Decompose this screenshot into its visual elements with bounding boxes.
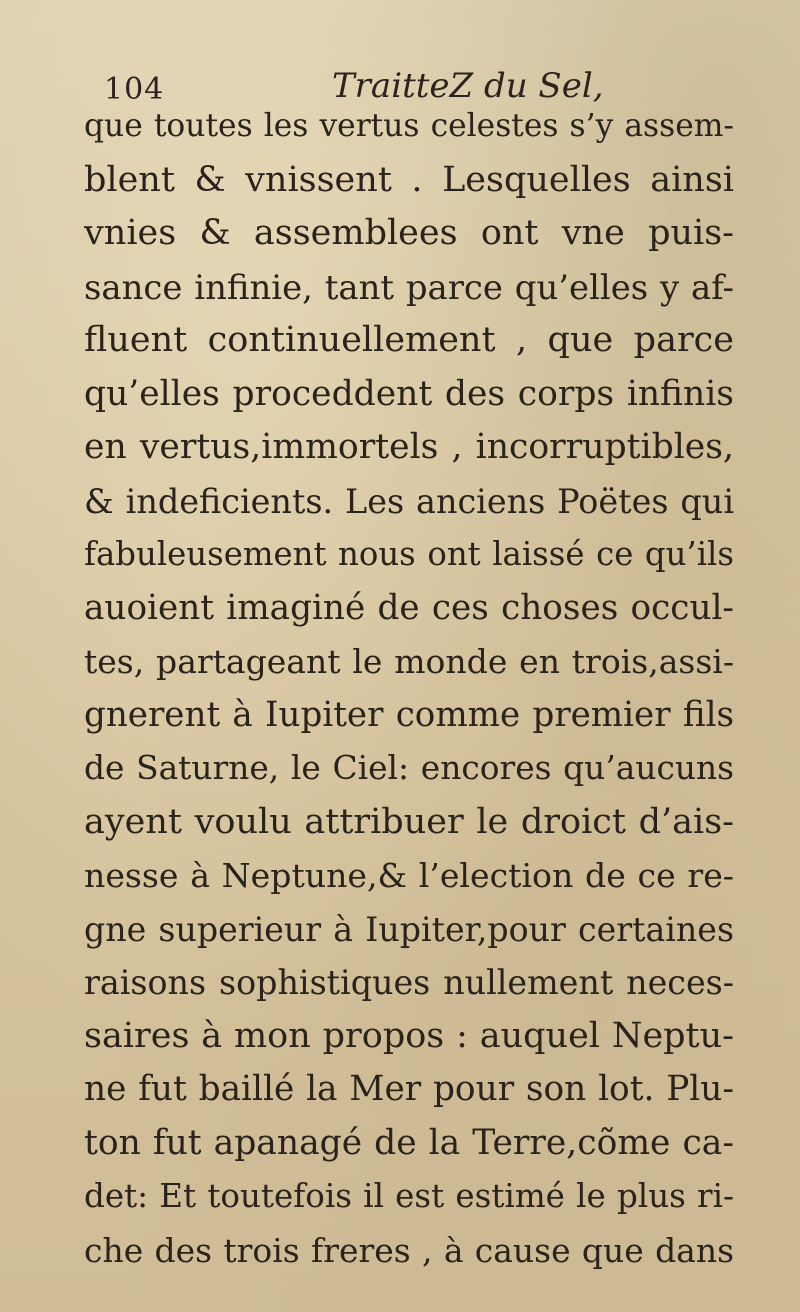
text-line: de Saturne, le Ciel: encores qu’aucuns [84, 749, 734, 787]
text-line: sance infinie, tant parce qu’elles y af- [84, 267, 734, 307]
text-line: gnerent à Iupiter comme premier fils [84, 694, 734, 735]
page-number: 104 [104, 72, 165, 107]
text-line: en vertus,immortels , incorruptibles, [84, 427, 734, 467]
text-line: tes, partageant le monde en trois,assi- [84, 642, 734, 681]
text-line: que toutes les vertus celestes s’y assem- [84, 108, 734, 144]
text-line: qu’elles proceddent des corps infinis [84, 373, 734, 414]
text-line: det: Et toutefois il est estimé le plus ri- [84, 1177, 734, 1215]
text-line: vnies & assemblees ont vne puis- [84, 213, 734, 253]
text-line: gne superieur à Iupiter,pour certaines [84, 909, 734, 949]
body-text [84, 100, 734, 1277]
text-line: che des trois freres , à cause que dans [84, 1230, 734, 1270]
text-line: nesse à Neptune,& l’election de ce re- [84, 856, 734, 895]
running-title: TraitteZ du Sel, [332, 66, 604, 106]
text-line: saires à mon propos : auquel Neptu- [84, 1015, 734, 1056]
text-line: & indeficients. Les anciens Poëtes qui [84, 481, 734, 521]
text-line: fabuleusement nous ont laissé ce qu’ils [84, 535, 734, 573]
text-line: ayent voulu attribuer le droict d’ais- [84, 801, 734, 842]
text-line: raisons sophistiques nullement neces- [84, 963, 734, 1002]
text-line: ton fut apanagé de la Terre,cõme ca- [84, 1122, 734, 1163]
text-line: blent & vnissent . Lesquelles ainsi [84, 159, 734, 200]
text-line: auoient imaginé de ces choses occul- [84, 587, 734, 628]
text-line: fluent continuellement , que parce [84, 320, 734, 360]
text-line: ne fut baillé la Mer pour son lot. Plu- [84, 1069, 734, 1109]
